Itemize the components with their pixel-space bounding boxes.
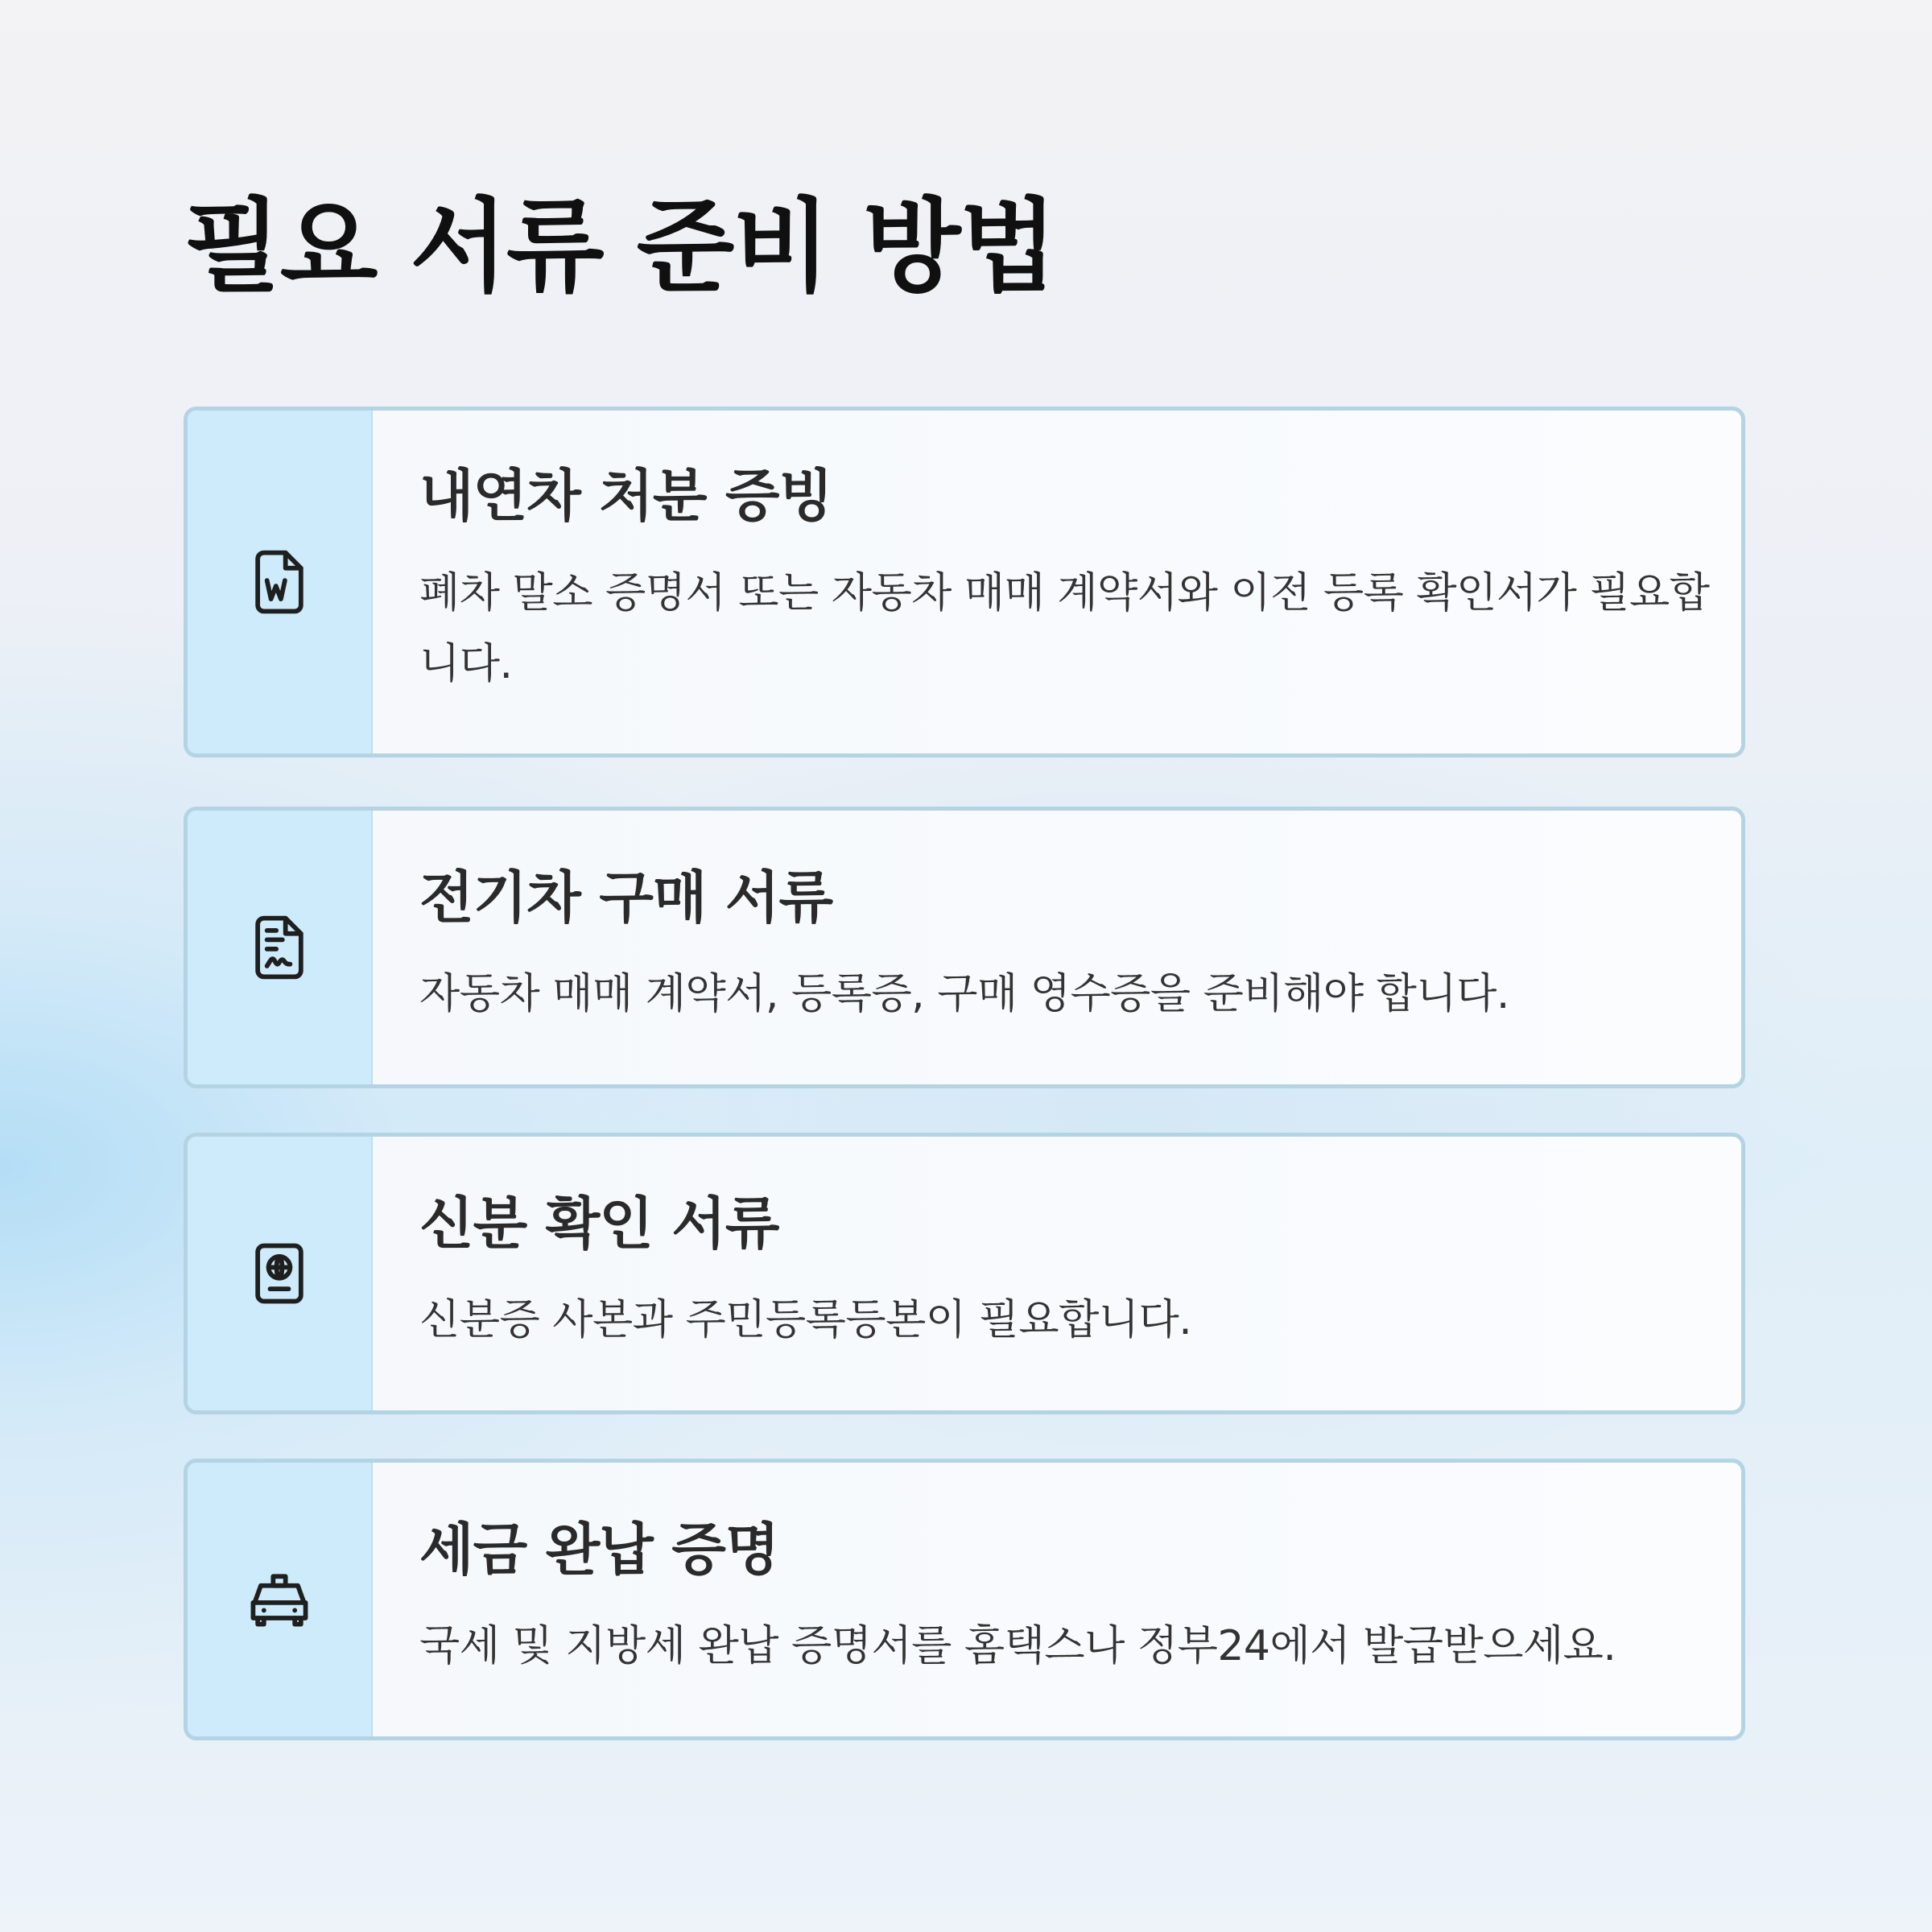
- document-card-ev-purchase: [184, 807, 1745, 1088]
- document-card-vehicle-disposal: [184, 407, 1745, 758]
- card-icon-panel: [188, 811, 373, 1084]
- card-title: 세금 완납 증명: [419, 1516, 779, 1583]
- taxi-icon: [242, 1563, 316, 1637]
- card-body: [373, 1463, 1741, 1736]
- card-body: [373, 811, 1741, 1084]
- card-title: 신분 확인 서류: [419, 1190, 779, 1257]
- card-title: 전기차 구매 서류: [419, 864, 833, 931]
- card-icon-panel: [188, 1463, 373, 1736]
- document-card-identity: [184, 1133, 1745, 1414]
- card-title: 내연차 처분 증빙: [419, 463, 833, 530]
- card-description: 국세 및 지방세 완납 증명서를 홈택스나 정부24에서 발급받으세요.: [419, 1622, 1616, 1671]
- card-body: [373, 411, 1741, 753]
- card-description: 자동차 매매 계약서, 등록증, 구매 영수증을 준비해야 합니다.: [419, 970, 1509, 1019]
- passport-icon: [242, 1236, 316, 1311]
- word-document-icon: [242, 545, 316, 619]
- document-card-tax-payment: [184, 1459, 1745, 1740]
- card-icon-panel: [188, 411, 373, 753]
- card-body: [373, 1137, 1741, 1410]
- signed-document-icon: [242, 910, 316, 985]
- card-description: 폐차 말소 증명서 또는 자동차 매매 계약서와 이전 등록 확인서가 필요합니다.: [419, 568, 1710, 689]
- page-title: 필요 서류 준비 방법: [184, 188, 1056, 306]
- card-icon-panel: [188, 1137, 373, 1410]
- card-description: 신분증 사본과 주민등록등본이 필요합니다.: [419, 1296, 1192, 1345]
